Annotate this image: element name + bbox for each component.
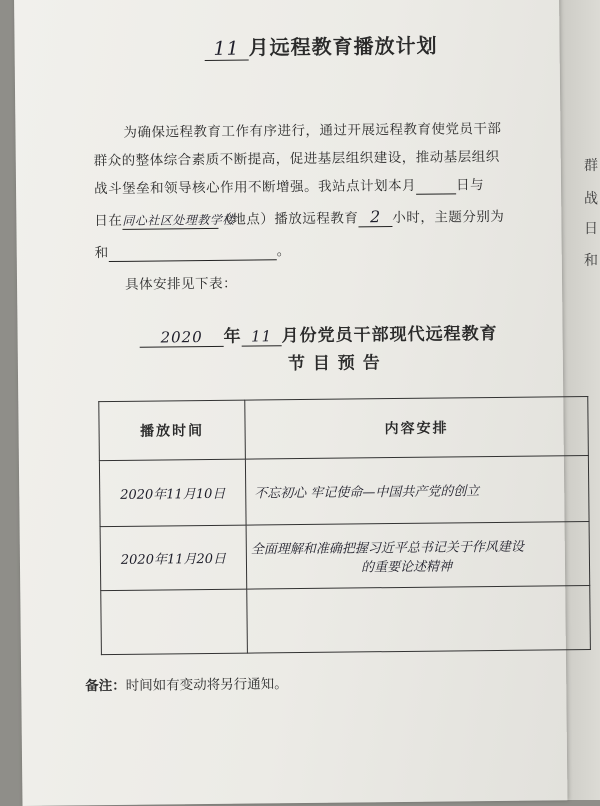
- table-row: [100, 522, 590, 591]
- footnote-text: 时间如有变动将另行通知。: [125, 676, 288, 694]
- column-header-time: 播放时间: [99, 400, 246, 461]
- paragraph-line-1: 为确保远程教育工作有序进行，通过开展远程教育使党员干部: [123, 120, 502, 141]
- title-text: 月远程教育播放计划: [248, 33, 438, 60]
- footnote: [85, 672, 288, 694]
- paragraph-line-3-text: 战斗堡垒和领导核心作用不断增强。我站点计划本月: [93, 177, 417, 198]
- paragraph-line-3: [94, 173, 484, 198]
- cell-time: 2020年11月20日: [100, 525, 247, 591]
- page-title: [204, 30, 437, 61]
- month-label: 月份党员干部现代远程教育: [281, 323, 498, 347]
- cell-time: 2020年11月10日: [99, 459, 246, 527]
- paragraph-line-5-text: 和: [94, 245, 109, 262]
- arrangement-line: 具体安排见下表：: [124, 275, 238, 293]
- year-label: 年: [223, 326, 242, 347]
- adjacent-page-glyph: 日: [584, 221, 598, 237]
- hours-blank: 2: [358, 207, 392, 227]
- paragraph-line-4: [94, 205, 504, 230]
- table-header-row: [99, 397, 589, 461]
- adjacent-page-glyph: 战: [584, 191, 598, 207]
- day-suffix: 日与: [455, 177, 485, 194]
- document-page: [14, 0, 567, 806]
- adjacent-page-glyph: 群: [584, 158, 598, 174]
- month-blank: 11: [242, 327, 282, 346]
- table-row: [101, 586, 591, 655]
- title-month-blank: 11: [204, 38, 248, 61]
- day-blank: [416, 177, 456, 194]
- table-row: [99, 456, 589, 527]
- paragraph-line-5: [95, 239, 291, 262]
- cell-content-line-2: 的重要论述精神: [360, 558, 453, 575]
- cell-time: [101, 589, 248, 655]
- program-header-line-2: 节 目 预 告: [287, 353, 381, 375]
- paragraph-line-4-text: 日在: [94, 212, 123, 230]
- cell-content: [246, 522, 590, 590]
- paragraph-line-4-end: 小时，主题分别为: [392, 208, 505, 227]
- cell-content-line-1: 全面理解和准确把握习近平总书记关于作风建设: [250, 539, 524, 558]
- cell-content: [247, 586, 591, 654]
- paragraph-line-5-end: 。: [276, 243, 291, 260]
- location-blank: 同心社区处理教学楼: [122, 212, 235, 228]
- adjacent-page-glyph: 和: [584, 253, 598, 269]
- schedule-table: [98, 396, 591, 655]
- cell-content: 不忘初心 牢记使命—中国共产党的创立: [245, 456, 589, 526]
- column-header-content: 内容安排: [245, 397, 589, 460]
- program-header-line-1: [139, 319, 497, 348]
- footnote-label: 备注：: [85, 677, 126, 695]
- paragraph-line-2: 群众的整体综合素质不断提高，促进基层组织建设，推动基层组织: [93, 148, 500, 170]
- paragraph-line-4-mid: （地点）播放远程教育: [218, 210, 359, 228]
- topic-blank: [109, 243, 277, 262]
- year-blank: 2020: [140, 328, 224, 348]
